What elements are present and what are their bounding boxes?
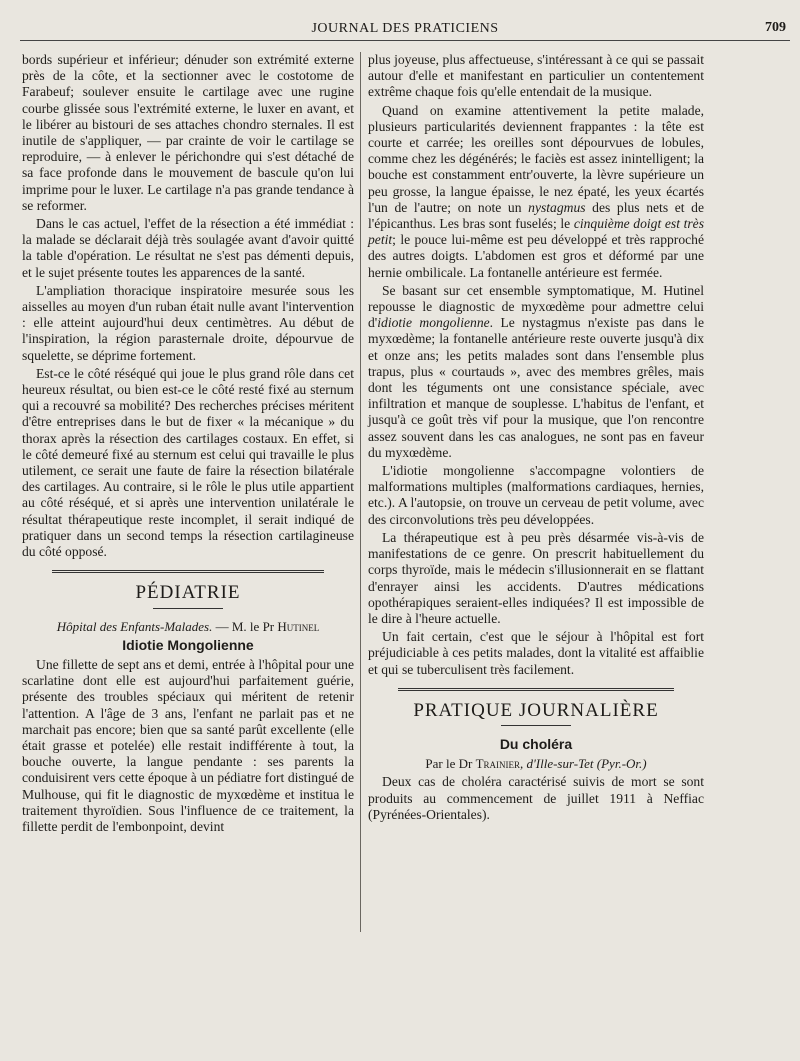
paragraph [368,283,704,461]
attribution-place: , d'Ille-sur-Tet (Pyr.-Or.) [520,756,647,772]
paragraph: plus joyeuse, plus affectueuse, s'intéressant à ce qui se passait autour d'elle et manifestant en particulier un contentement extrême chaque fois qu'elle entendait de la musique. [368,52,704,100]
paragraph: La thérapeutique est à peu près désarmée vis-à-vis de manifestations de ce genre. On prescrit habituellement du corps thyroïde, mais le médecin s'illusionnerait en se flattant d'enrayer ainsi les accidents. D'autres médications opothérapiques seraient-elles indiquées? Il est impossible de le dire à l'heure actuelle. [368,529,704,626]
section-rule [398,688,674,691]
paragraph: Deux cas de choléra caractérisé suivis de mort se sont produits au commencement de juillet 1911 à Neffiac (Pyrénées-Orientales). [368,774,704,822]
attribution-place: Hôpital des Enfants-Malades. [56,618,213,634]
attribution-name: Trainier [475,756,520,772]
paragraph: Un fait certain, c'est que le séjour à l'hôpital est fort préjudiciable à ces petits malades, dont la vitalité est affaiblie et qui se tuberculisent très facilement. [368,629,704,677]
text-run: Se basant sur cet ensemble symptomatique, M. Hutinel repousse le diagnostic de myxœdème pour admettre celui d' [368,282,704,331]
italic-term: idiotie mongolienne [377,315,490,331]
column-divider [360,52,361,932]
text-run: des plus nets et de l'épicanthus. Les bras sont fuselés; le [368,199,704,232]
text-run: . Le nystagmus n'existe pas dans le myxœdème; la fontanelle antérieure reste ouverte jusqu'à dix et onze ans; les petits malades sont dans l'ensemble plus trapus, plus « courtauds », avec des membres grêles, mais dont les téguments ont une consistance spéciale, avec infiltration et manque de souplesse. L'habitus de l'enfant, et jusqu'à ce goût très vif pour la musique, que l'on rencontre assez souvent dans les cas analogues, ne sont pas en faveur du myxœdème. [368,315,704,460]
paragraph: bords supérieur et inférieur; dénuder son extrémité externe près de la côte, et la sectionner avec le costotome de Farabeuf; soulever ensuite le cartilage avec une rugine courbe glissée sous l'extrémité externe, le luxer en avant, et le libérer au bistouri de ses attaches chondro sternales. Il est inutile de s'appliquer, — par crainte de voir le cartilage se reproduire, — à enlever le périchondre qui s'est détaché de sa face profonde dans le mouvement de bascule qu'on lui imprime pour le luxer. Le cartilage n'a pas grande tendance à se reformer. [22,52,354,213]
text-run: Quand on examine attentivement la petite malade, plusieurs particularités deviennent frappantes : la tête est courte et carrée; les oreilles sont dépourvues de lobules, comme chez les dégénérés; le faciès est assez inintelligent; la bouche est constamment entr'ouverte, la lèvre supérieure un peu grosse, la langue épaisse, le nez épaté, les yeux écartés l'un de l'autre; on note un [368,102,704,215]
section-title-pediatrie: PÉDIATRIE [135,582,241,604]
paragraph: Est-ce le côté réséqué qui joue le plus grand rôle dans cet heureux résultat, ou bien est-ce le côté resté fixé au sternum qui a recouvré sa mobilité? Des recherches précises méritent d'être entreprises dans le but de fixer « la mécanique » du thorax après la résection des cartilages costaux. En effet, si le côté demeuré fixé au sternum est celui qui travaille le plus utilement, ce serait une faute de faire la résection bilatérale des cartilages. Au contraire, si le rôle le plus utile appartient au côté réséqué, et si après une intervention unilatérale le résultat thérapeutique reste incomplet, il serait indiqué de pratiquer dans un second temps la résection cartilagineuse du côté opposé. [22,365,354,560]
running-header [20,18,790,41]
italic-term: nystagmus [528,199,586,215]
paragraph: Dans le cas actuel, l'effet de la résection a été immédiat : la malade se déclarait déjà très soulagée avant d'avoir quitté la table d'opération. Le résultat ne s'est pas démenti depuis, et le sujet présente toutes les apparences de la santé. [22,216,354,280]
attribution-prefix: Par le Dr [425,756,476,772]
section-rule [52,570,324,573]
article-subtitle: Du choléra [499,735,573,752]
section-title-pratique: PRATIQUE JOURNALIÈRE [413,699,659,721]
left-column [22,52,354,837]
right-column [368,52,704,825]
paragraph [368,103,704,281]
short-rule [153,608,223,609]
attribution-dash: — M. le Pr [212,618,278,634]
text-run: ; le pouce lui-même est peu développé et très rapproché des autres doigts. L'abdomen est gros et déformé par une hernie ombilicale. La fontanelle antérieure est fermée. [368,232,704,280]
short-rule [501,725,571,726]
paragraph: L'ampliation thoracique inspiratoire mesurée sous les aisselles au moyen d'un ruban était nulle avant l'intervention : elle atteint aujourd'hui deux centimètres. Au début de l'inspiration, la région parasternale droite, dépourvue de squelette, se déprime fortement. [22,282,354,363]
page-number: 709 [765,20,786,35]
attribution-name: Hutinel [277,618,320,634]
journal-title: JOURNAL DES PRATICIENS [311,21,499,36]
article-attribution [368,756,704,772]
article-subtitle: Idiotie Mongolienne [122,636,254,653]
paragraph: L'idiotie mongolienne s'accompagne volontiers de malformations multiples (malformations cardiaques, hernies, etc.). A l'autopsie, on trouve un cerveau de petit volume, avec des circonvolutions très peu développées. [368,463,704,527]
italic-term: cinquième doigt est très petit [368,216,704,248]
article-attribution [22,619,354,635]
paragraph: Une fillette de sept ans et demi, entrée à l'hôpital pour une scarlatine dont elle est aujourd'hui parfaitement guérie, présente des troubles spéciaux qui méritent de retenir l'attention. A l'âge de 3 ans, l'enfant ne parlait pas et ne marchait pas encore; bien que sa santé parût excellente (elle était grasse et potelée) elle restait indifférente à tout, la bouche ouverte, la langue pendante : ses parents la conduisirent vers cette époque à un pédiatre fort distingué de Mulhouse, qui fit le diagnostic de myxœdème et institua le traitement thyroïdien. Sous l'influence de ce traitement, la fillette perdit de l'embonpoint, devint [22,656,354,834]
